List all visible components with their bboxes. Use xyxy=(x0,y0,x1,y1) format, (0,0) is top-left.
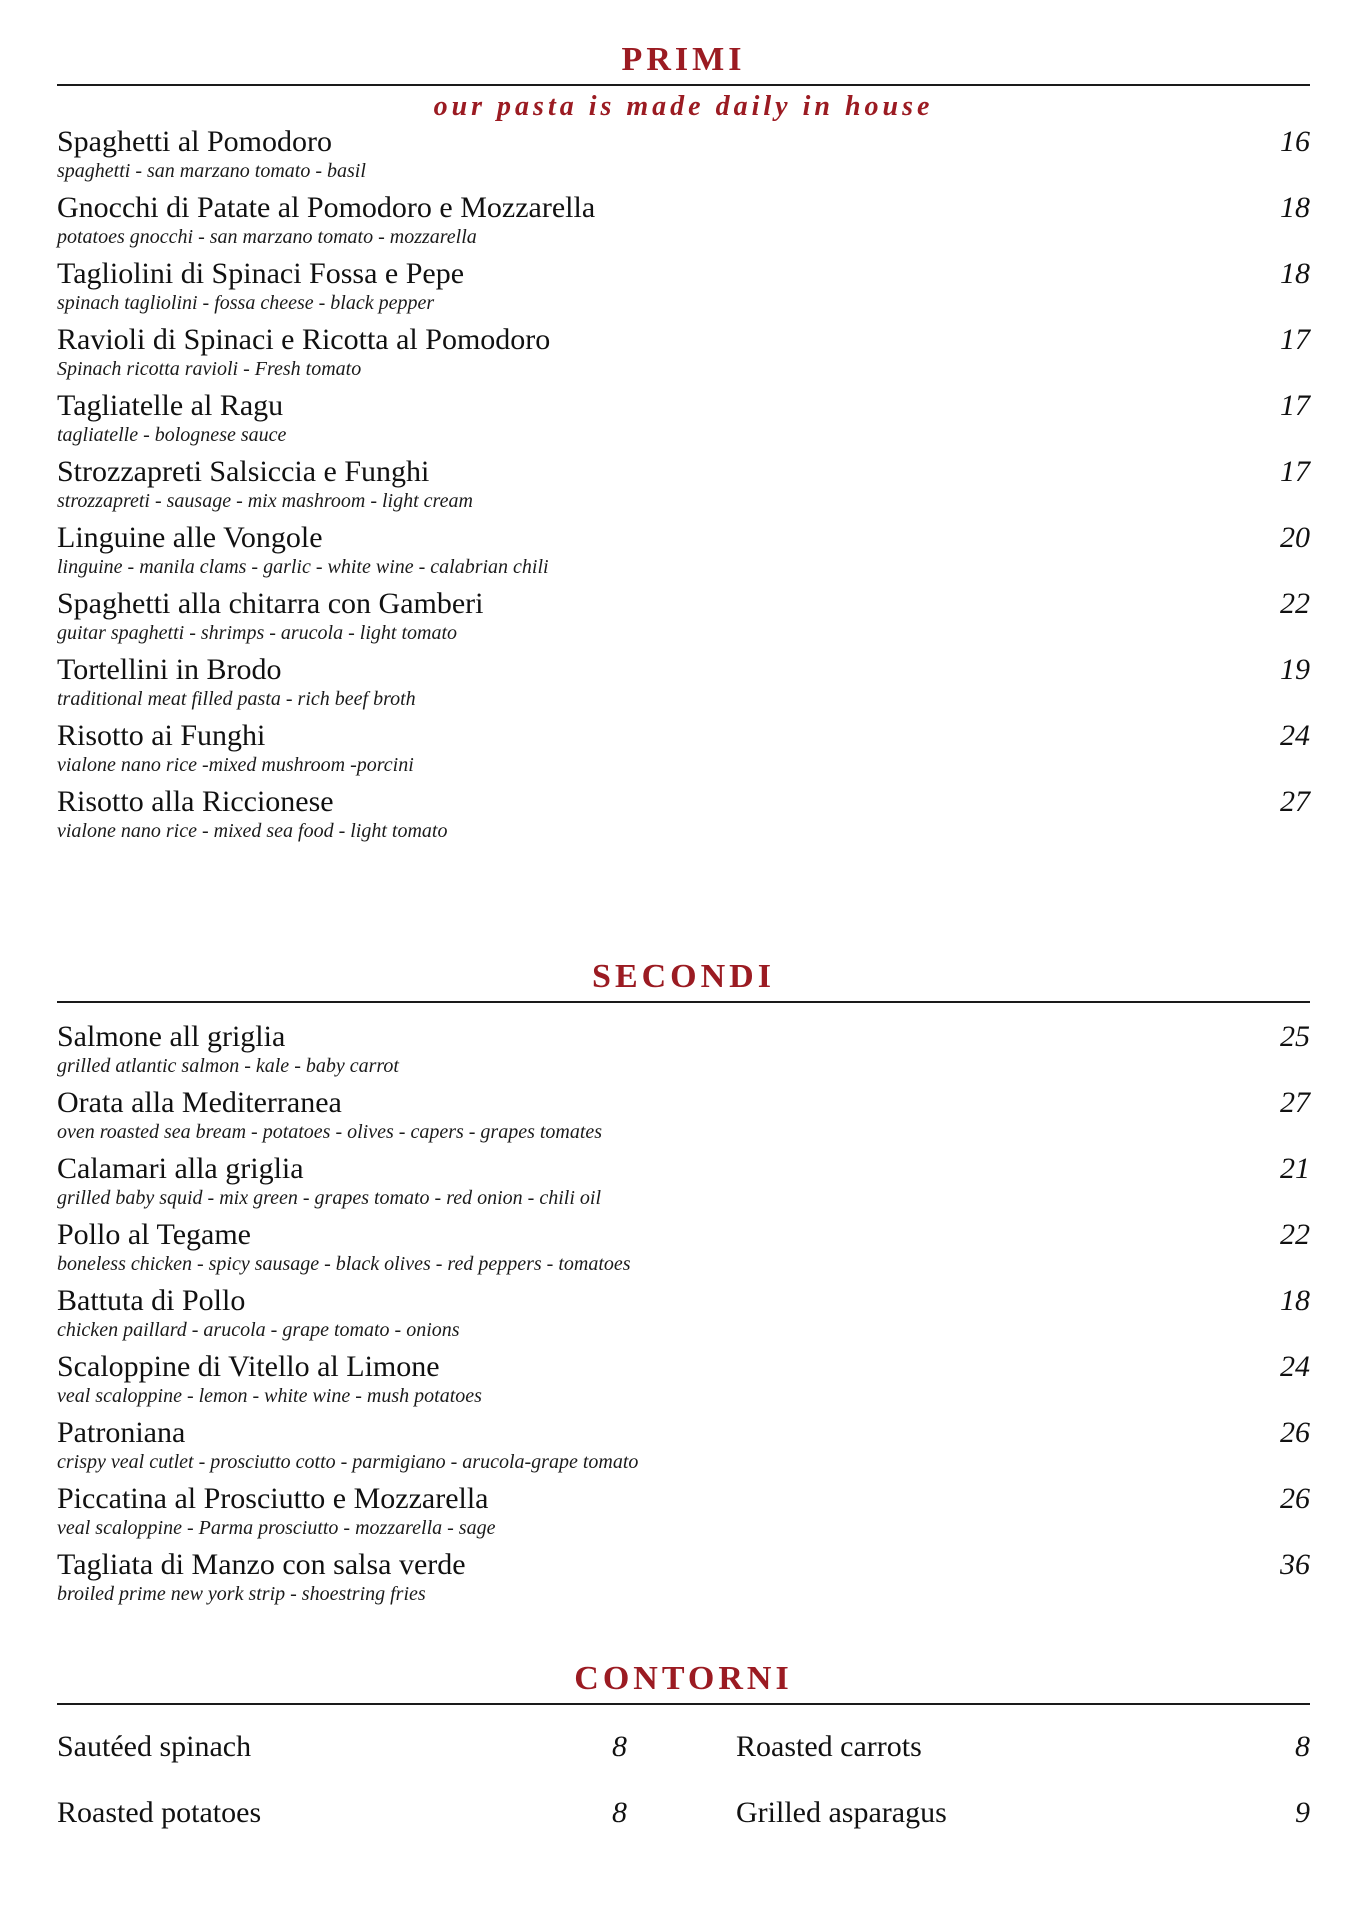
menu-item xyxy=(57,652,1310,718)
dish-price: 17 xyxy=(1280,455,1310,488)
menu-item xyxy=(57,190,1310,256)
menu-item xyxy=(57,322,1310,388)
menu-item xyxy=(57,586,1310,652)
menu-item xyxy=(57,1019,1310,1085)
dish-description: vialone nano rice -mixed mushroom -porcini xyxy=(57,754,414,776)
side-price: 8 xyxy=(1295,1730,1310,1763)
secondi-title: SECONDI xyxy=(592,958,775,995)
menu-item xyxy=(57,1547,1310,1613)
dish-name: Battuta di Pollo xyxy=(57,1284,246,1317)
dish-name: Piccatina al Prosciutto e Mozzarella xyxy=(57,1482,489,1515)
dish-name: Gnocchi di Patate al Pomodoro e Mozzarella xyxy=(57,191,596,224)
dish-name: Tagliata di Manzo con salsa verde xyxy=(57,1548,466,1581)
dish-name: Linguine alle Vongole xyxy=(57,521,323,554)
contorni-section xyxy=(57,1659,1310,1853)
dish-description: tagliatelle - bolognese sauce xyxy=(57,424,287,446)
menu-item xyxy=(57,454,1310,520)
dish-name: Pollo al Tegame xyxy=(57,1218,251,1251)
primi-section xyxy=(57,40,1310,850)
dish-price: 18 xyxy=(1280,191,1310,224)
dish-description: spaghetti - san marzano tomato - basil xyxy=(57,160,366,182)
dish-price: 26 xyxy=(1280,1482,1310,1515)
menu-item xyxy=(57,1349,1310,1415)
dish-price: 26 xyxy=(1280,1416,1310,1449)
secondi-section xyxy=(57,957,1310,1613)
dish-price: 36 xyxy=(1280,1548,1310,1581)
side-name: Roasted carrots xyxy=(736,1730,922,1763)
contorni-divider xyxy=(57,1703,1310,1705)
primi-divider xyxy=(57,84,1310,86)
dish-description: veal scaloppine - Parma prosciutto - mozzarella - sage xyxy=(57,1517,496,1539)
dish-description: spinach tagliolini - fossa cheese - black pepper xyxy=(57,292,435,314)
menu-item xyxy=(57,1481,1310,1547)
dish-price: 20 xyxy=(1280,521,1310,554)
dish-price: 16 xyxy=(1280,125,1310,158)
menu-item xyxy=(57,718,1310,784)
dish-description: chicken paillard - arucola - grape tomato - onions xyxy=(57,1319,460,1341)
side-price: 8 xyxy=(612,1730,627,1763)
dish-description: oven roasted sea bream - potatoes - olives - capers - grapes tomates xyxy=(57,1121,603,1143)
dish-description: boneless chicken - spicy sausage - black olives - red peppers - tomatoes xyxy=(57,1253,631,1275)
dish-price: 18 xyxy=(1280,257,1310,290)
dish-name: Spaghetti al Pomodoro xyxy=(57,125,332,158)
dish-name: Strozzapreti Salsiccia e Funghi xyxy=(57,455,430,488)
menu-item xyxy=(57,1085,1310,1151)
dish-name: Salmone all griglia xyxy=(57,1020,286,1053)
dish-description: Spinach ricotta ravioli - Fresh tomato xyxy=(57,358,362,380)
dish-price: 22 xyxy=(1280,1218,1310,1251)
dish-price: 17 xyxy=(1280,389,1310,422)
dish-description: guitar spaghetti - shrimps - arucola - light tomato xyxy=(57,622,457,644)
dish-description: traditional meat filled pasta - rich beef broth xyxy=(57,688,416,710)
side-item xyxy=(736,1793,1310,1833)
dish-price: 19 xyxy=(1280,653,1310,686)
dish-name: Tagliatelle al Ragu xyxy=(57,389,284,422)
menu-item xyxy=(57,388,1310,454)
dish-name: Tagliolini di Spinaci Fossa e Pepe xyxy=(57,257,465,290)
menu-item xyxy=(57,256,1310,322)
side-price: 8 xyxy=(612,1796,627,1829)
side-name: Sautéed spinach xyxy=(57,1730,252,1763)
menu-item xyxy=(57,1415,1310,1481)
menu-item xyxy=(57,520,1310,586)
dish-name: Patroniana xyxy=(57,1416,186,1449)
dish-name: Risotto alla Riccionese xyxy=(57,785,334,818)
dish-price: 22 xyxy=(1280,587,1310,620)
contorni-title: CONTORNI xyxy=(574,1660,793,1697)
dish-name: Calamari alla griglia xyxy=(57,1152,304,1185)
dish-description: potatoes gnocchi - san marzano tomato - mozzarella xyxy=(57,226,477,248)
side-item xyxy=(736,1727,1310,1767)
dish-description: crispy veal cutlet - prosciutto cotto - parmigiano - arucola-grape tomato xyxy=(57,1451,639,1473)
dish-price: 18 xyxy=(1280,1284,1310,1317)
dish-description: veal scaloppine - lemon - white wine - mush potatoes xyxy=(57,1385,482,1407)
menu-item xyxy=(57,1151,1310,1217)
side-name: Grilled asparagus xyxy=(736,1796,947,1829)
dish-name: Scaloppine di Vitello al Limone xyxy=(57,1350,440,1383)
dish-price: 17 xyxy=(1280,323,1310,356)
menu-item xyxy=(57,1283,1310,1349)
menu-item xyxy=(57,1217,1310,1283)
dish-description: grilled atlantic salmon - kale - baby carrot xyxy=(57,1055,399,1077)
side-item xyxy=(57,1793,627,1833)
dish-name: Orata alla Mediterranea xyxy=(57,1086,342,1119)
dish-price: 25 xyxy=(1280,1020,1310,1053)
dish-description: grilled baby squid - mix green - grapes tomato - red onion - chili oil xyxy=(57,1187,601,1209)
dish-price: 24 xyxy=(1280,719,1310,752)
menu-item xyxy=(57,784,1310,850)
menu-item xyxy=(57,124,1310,190)
dish-price: 27 xyxy=(1280,1086,1310,1119)
dish-name: Ravioli di Spinaci e Ricotta al Pomodoro xyxy=(57,323,551,356)
primi-title: PRIMI xyxy=(621,41,746,78)
dish-price: 21 xyxy=(1280,1152,1310,1185)
dish-description: linguine - manila clams - garlic - white wine - calabrian chili xyxy=(57,556,549,578)
side-item xyxy=(57,1727,627,1767)
dish-description: vialone nano rice - mixed sea food - light tomato xyxy=(57,820,448,842)
dish-price: 27 xyxy=(1280,785,1310,818)
dish-price: 24 xyxy=(1280,1350,1310,1383)
side-name: Roasted potatoes xyxy=(57,1796,262,1829)
primi-subtitle: our pasta is made daily in house xyxy=(433,91,934,122)
dish-name: Spaghetti alla chitarra con Gamberi xyxy=(57,587,484,620)
primi-list xyxy=(57,124,1310,850)
secondi-list xyxy=(57,1019,1310,1613)
dish-name: Tortellini in Brodo xyxy=(57,653,282,686)
side-price: 9 xyxy=(1295,1796,1310,1829)
dish-description: strozzapreti - sausage - mix mashroom - light cream xyxy=(57,490,473,512)
contorni-list xyxy=(57,1713,1310,1853)
dish-description: broiled prime new york strip - shoestring fries xyxy=(57,1583,426,1605)
secondi-divider xyxy=(57,1001,1310,1003)
dish-name: Risotto ai Funghi xyxy=(57,719,266,752)
